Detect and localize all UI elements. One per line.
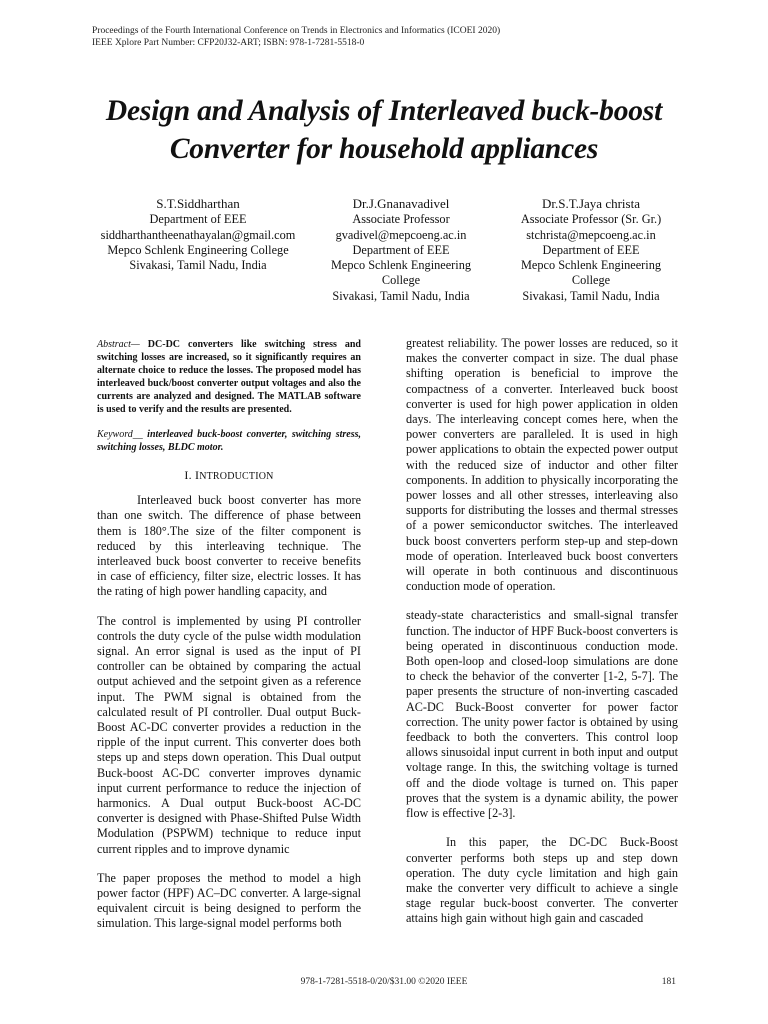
section-heading [97,468,361,484]
author-position: Associate Professor [352,212,450,227]
left-column [97,338,361,932]
paragraph: steady-state characteristics and small-signal transfer function. The inductor of HPF Buck-boost converters is being operated in discontinuous conduction mode. Both open-loop and closed-loop simulations are done to check the behavior of the converter [1-2, 5-7]. The paper presents the structure of non-inverting cascaded AC-DC Buck-Boost converter for power factor correction. The unity power factor is obtained by using feedback to both the converters. This control loop allows sinusoidal input current in both input and output voltage range. In this, the switching voltage is turned off and the diode voltage is turned on. This paper proves that the system is a dynamic ability, the power flow is effective [2-3]. [406,608,678,821]
section-number: I. I [184,468,200,482]
author-email: siddharthantheenathayalan@gmail.com [100,227,296,242]
author-name: Dr.S.T.Jaya christa [542,196,640,211]
author-affiliation: Mepco Schlenk Engineering [330,258,471,273]
author-affiliation-cont: College [571,273,611,288]
author-position: Associate Professor (Sr. Gr.) [520,212,662,227]
right-column [406,336,678,927]
author-2 [312,196,490,304]
paragraph: Interleaved buck boost converter has more than one switch. The difference of phase between them is 180°.The size of the filter component is reduced by this interleaving technique. The interleaved buck boost converter to receive benefits in case of efficiency, filter size, electric losses. It has the rating of high power handling capacity, and [97,493,361,599]
author-dept: Department of EEE [542,242,640,257]
title-line-2: Converter for household appliances [169,133,599,165]
keywords-label: Keyword__ [97,429,143,440]
author-1 [88,196,308,273]
footer-copyright: 978-1-7281-5518-0/20/$31.00 ©2020 IEEE [300,977,468,987]
proceedings-line: Proceedings of the Fourth International Conference on Trends in Electronics and Informatics (ICOEI 2020) [92,26,501,36]
paragraph: The control is implemented by using PI controller controls the duty cycle of the pulse width modulation signal. An error signal is used as the input of PI controller can be obtained by comparing the actual output achieved and the setpoint given as a reference input. The PWM signal is obtained from the calculated result of PI controller. Dual output Buck-Boost AC-DC converter provides a reduction in the ripple of the input current. This converter does both steps up and steps down operation. This Dual output Buck-boost AC-DC converter improves dynamic input current performance to reduce the injection of harmonics. A Dual output Buck-boost AC-DC converter is designed with Phase-Shifted Pulse Width Modulation (PSPWM) technique to reduce input current ripples and to improve dynamic [97,613,361,856]
paper-title [40,92,728,168]
title-line-1: Design and Analysis of Interleaved buck-boost [105,95,663,127]
author-dept: Department of EEE [352,242,450,257]
author-email: stchrista@mepcoeng.ac.in [526,227,656,242]
abstract-text: DC-DC converters like switching stress and switching losses are increased, so it significantly requires an alternate choice to reduce the losses. The proposed model has interleaved buck/boost converter output voltages and also the currents are analyzed and designed. The MATLAB software is used to verify and the results are presented. [97,339,361,415]
author-location: Sivakasi, Tamil Nadu, India [129,258,267,273]
abstract [97,338,361,416]
author-name: Dr.J.Gnanavadivel [352,196,450,211]
paragraph: greatest reliability. The power losses are reduced, so it makes the converter compact in size. The dual phase shifting operation is beneficial to improve the compactness of a converter. Interleaved buck boost converter is used for high power application in olden days. The interleaving concept comes here, when the power converters are paralleled. It is used in high power applications to obtain the expected power output with the reduced size of inductor and other filter components. In addition to physically incorporating the power losses and all other stresses, interleaving also supports for distributing the losses and thermal stresses of a power semiconductor switches. The interleaved buck boost converters perform step-up and step-down mode of operation. Interleaved buck boost converters will operate in both continuous and discontinuous conduction mode of operation. [406,336,678,594]
section-title: NTRODUCTION [199,471,274,482]
author-affiliation: Mepco Schlenk Engineering College [107,242,289,257]
author-email: gvadivel@mepcoeng.ac.in [335,227,467,242]
page-number: 181 [661,977,676,987]
author-name: S.T.Siddharthan [156,196,240,211]
isbn-line: IEEE Xplore Part Number: CFP20J32-ART; ISBN: 978-1-7281-5518-0 [92,38,365,48]
author-affiliation-cont: College [381,273,421,288]
author-location: Sivakasi, Tamil Nadu, India [522,288,660,303]
paragraph: In this paper, the DC-DC Buck-Boost converter performs both steps up and step down operation. The duty cycle limitation and high gain make the converter very difficult to achieve a single stage regular buck-boost converter. The converter attains high gain without high gain and cascaded [406,835,678,926]
abstract-label: Abstract— [97,339,140,350]
author-affiliation: Mepco Schlenk Engineering [520,258,661,273]
author-dept: Department of EEE [149,212,247,227]
keywords [97,428,361,454]
proceedings-header [92,25,500,49]
keywords-text: interleaved buck-boost converter, switching stress, switching losses, BLDC motor. [97,429,361,453]
author-3 [488,196,694,304]
author-location: Sivakasi, Tamil Nadu, India [332,288,470,303]
paragraph: The paper proposes the method to model a high power factor (HPF) AC–DC converter. A large-signal equivalent circuit is being designed to perform the simulation. This large-signal model performs both [97,870,361,931]
